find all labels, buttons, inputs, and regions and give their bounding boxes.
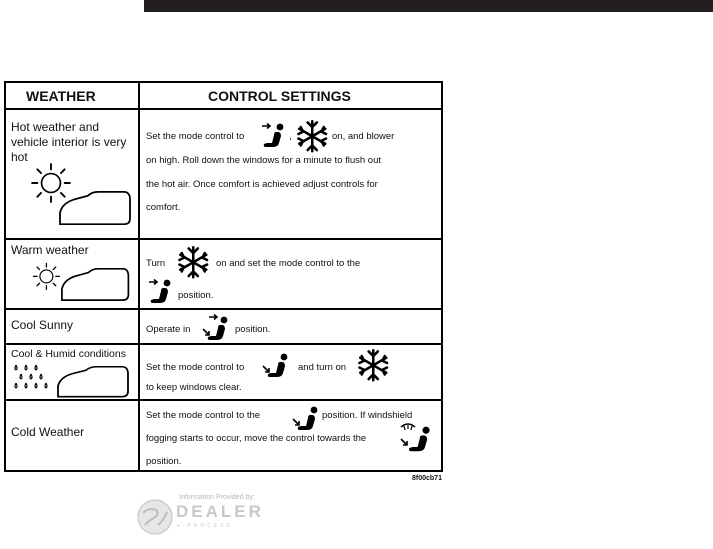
sun-car-icon — [30, 259, 138, 309]
defrost-icon — [398, 419, 432, 453]
table-row-hot: Hot weather and vehicle interior is very hot Set the mode control to , on, and blower on high. Roll down the windows for a minute to flush out the hot air. Once comfort is achieved adjust controls for comfort. — [6, 110, 441, 240]
bilevel-vent-icon — [201, 313, 231, 343]
climate-settings-table — [4, 81, 443, 472]
weather-warm: Warm weather — [11, 243, 89, 257]
figure-code: 8f00cb71 — [412, 475, 442, 482]
floor-vent-icon — [291, 403, 321, 433]
ac-snowflake-icon — [356, 348, 392, 384]
weather-cool-humid: Cool & Humid conditions — [11, 348, 126, 360]
panel-vent-icon — [146, 278, 174, 306]
bilevel-vent-icon — [261, 350, 291, 380]
globe-logo-icon — [136, 498, 174, 536]
sun-car-icon — [30, 162, 140, 234]
table-row-cool-humid: Cool & Humid conditions Set the mode control to and turn on to keep windows clear. — [6, 345, 441, 401]
table-header — [6, 83, 441, 110]
rain-car-icon — [12, 361, 136, 401]
table-row-cold: Cold Weather Set the mode control to the position. If windshield fogging starts to occur, move the control towards the position. — [6, 401, 441, 470]
weather-cold: Cold Weather — [11, 425, 85, 439]
weather-hot: Hot weather and vehicle interior is very hot — [11, 120, 127, 164]
ac-snowflake-icon — [176, 245, 212, 281]
dealer-eprocess-watermark: Information Provided by: DEALER e-PROCESS — [136, 494, 302, 538]
panel-vent-icon — [259, 122, 287, 150]
table-row-cool-sunny: Cool Sunny Operate in position. — [6, 310, 441, 345]
header-weather: WEATHER — [26, 88, 96, 104]
rain-drops-icon — [15, 365, 47, 388]
ac-snowflake-icon — [295, 119, 331, 155]
top-bar — [144, 0, 713, 12]
table-row-warm: Warm weather Turn on and set the mode control to the position. — [6, 240, 441, 310]
header-control-settings: CONTROL SETTINGS — [208, 88, 351, 104]
weather-cool-sunny: Cool Sunny — [11, 318, 74, 332]
